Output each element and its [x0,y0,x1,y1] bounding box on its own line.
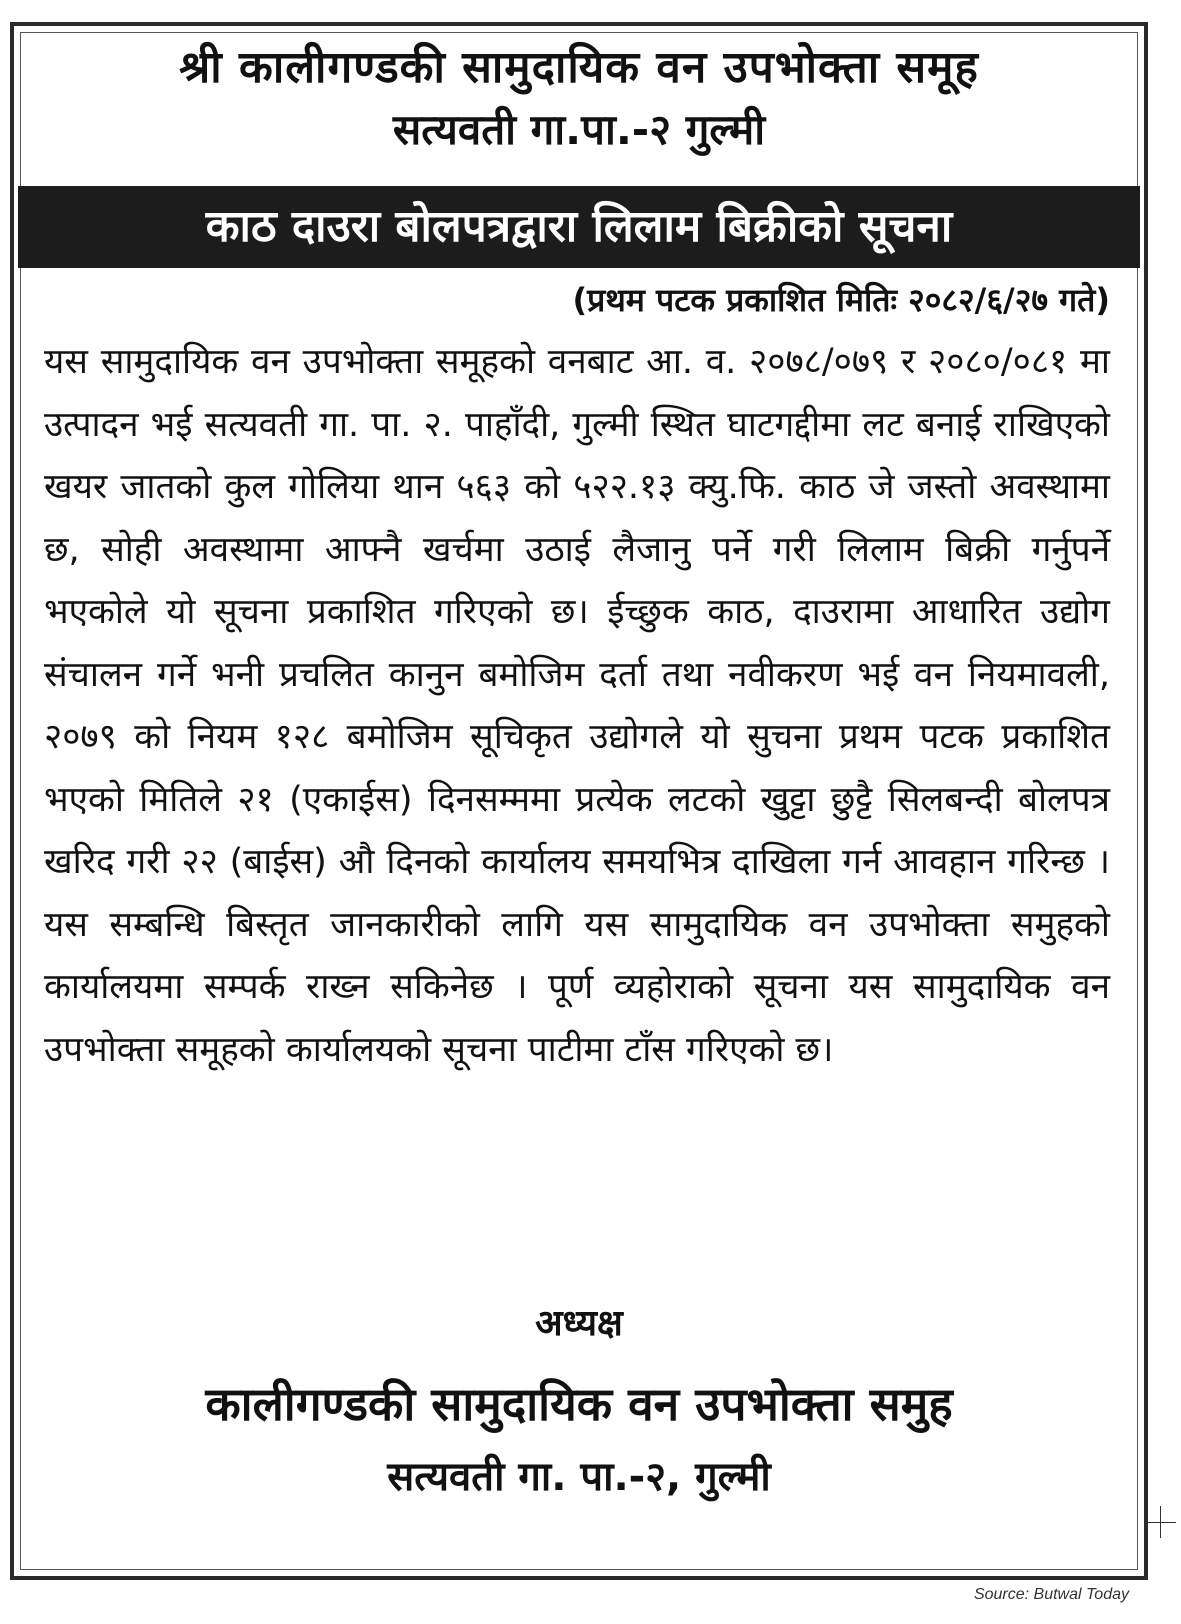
signatory-address: सत्यवती गा. पा.-२, गुल्मी [387,1454,771,1500]
signatory-org: कालीगण्डकी सामुदायिक वन उपभोक्ता समुह [205,1377,953,1431]
notice-box [10,22,1148,1580]
org-header [14,36,1144,160]
signatory-role: अध्यक्ष [535,1303,623,1344]
notice-body: यस सामुदायिक वन उपभोक्ता समूहको वनबाट आ. व. २०७८/०७९ र २०८०/०८१ मा उत्पादन भई सत्यवती गा. पा. २. पाहाँदी, गुल्मी स्थित घाटगद्दीमा लट बनाई राखिएको खयर जातको कुल गोलिया थान ५६३ को ५२२.१३ क्यु.फि. काठ जे जस्तो अवस्थामा छ, सोही अवस्थामा आफ्नै खर्चमा उठाई लैजानु पर्ने गरी लिलाम बिक्री गर्नुपर्ने भएकोले यो सूचना प्रकाशित गरिएको छ। ईच्छुक काठ, दाउरामा आधारित उद्योग संचालन गर्ने भनी प्रचलित कानुन बमोजिम दर्ता तथा नवीकरण भई वन नियमावली, २०७९ को नियम १२८ बमोजिम सूचिकृत उद्योगले यो सुचना प्रथम पटक प्रकाशित भएको मितिले २१ (एकाईस) दिनसम्ममा प्रत्येक लटको खुट्टा छुट्टै सिलबन्दी बोलपत्र खरिद गरी २२ (बाईस) औ दिनको कार्यालय समयभित्र दाखिला गर्न आवहान गरिन्छ । यस सम्बन्धि बिस्तृत जानकारीको लागि यस सामुदायिक वन उपभोक्ता समुहको कार्यालयमा सम्पर्क राख्न सकिनेछ । पूर्ण व्यहोराको सूचना यस सामुदायिक वन उपभोक्ता समूहको कार्यालयको सूचना पाटीमा टाँस गरिएको छ। [44,342,1110,1070]
source-credit: Source: Butwal Today [973,1586,1129,1603]
notice-title-bar: काठ दाउरा बोलपत्रद्वारा लिलाम बिक्रीको सूचना [18,186,1140,268]
org-title: श्री कालीगण्डकी सामुदायिक वन उपभोक्ता समूह [179,42,979,93]
publish-date-line: (प्रथम पटक प्रकाशित मितिः २०८२/६/२७ गते) [572,281,1110,319]
org-address: सत्यवती गा.पा.-२ गुल्मी [392,105,766,154]
crop-mark [1160,1506,1161,1538]
crop-mark [1148,1522,1176,1523]
signature-block [14,1294,1144,1510]
